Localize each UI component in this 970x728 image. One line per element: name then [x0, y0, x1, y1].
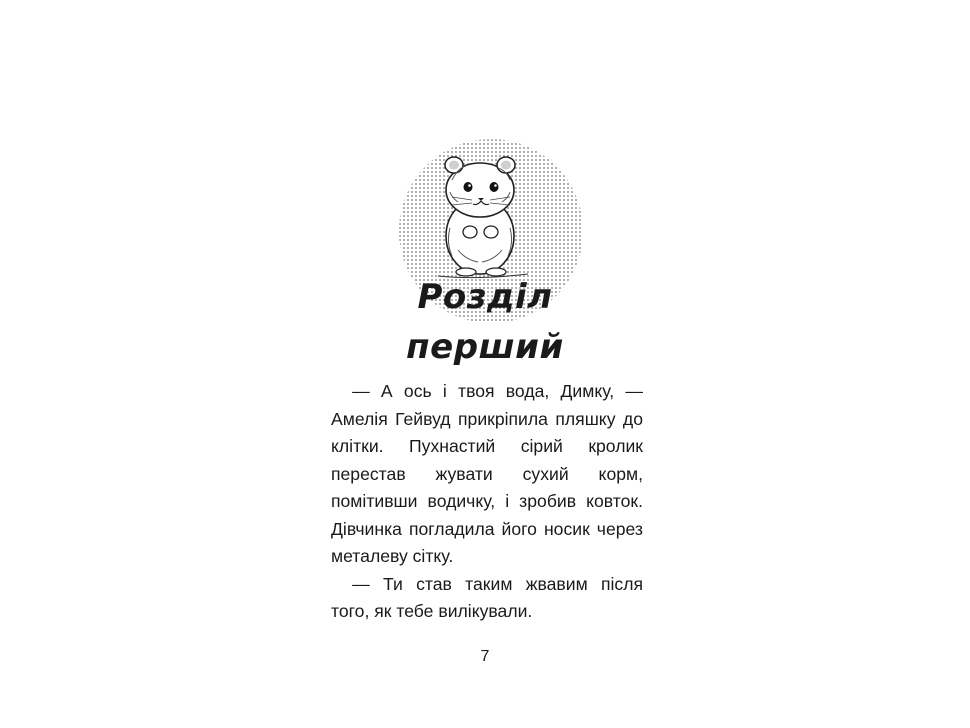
- chapter-title: Розділ перший: [406, 277, 564, 367]
- chapter-body: [331, 378, 643, 626]
- page-number: 7: [480, 648, 490, 665]
- paragraph: — Ти став таким жвавим після того, як тебе вилікували.: [331, 573, 643, 621]
- paragraph: — А ось і твоя вода, Димку, — Амелія Гейвуд прикріпила пляшку до клітки. Пухнастий сірий кролик перестав жувати сухий корм, помітивши водичку, і зробив ковток. Дівчинка погладила його носик через металеву сітку.: [331, 381, 643, 566]
